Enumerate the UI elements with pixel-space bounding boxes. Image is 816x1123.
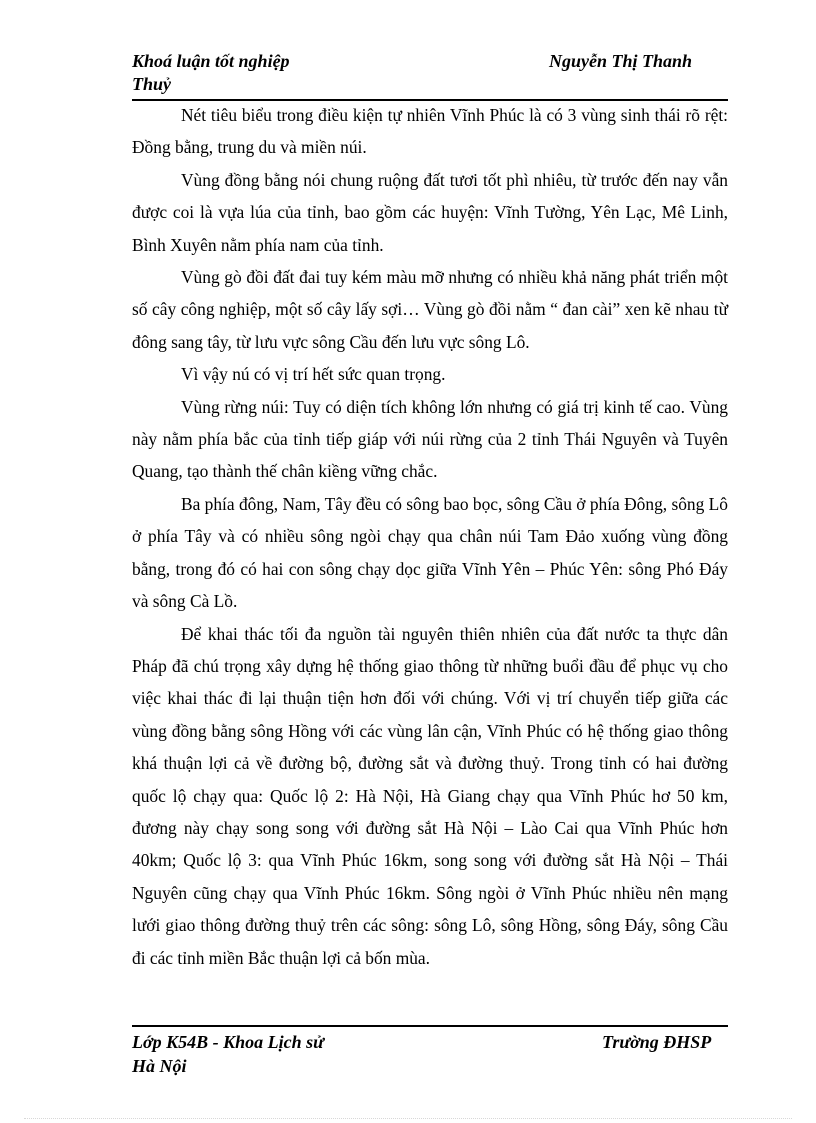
footer-class-name: Lớp K54B - Khoa Lịch sử	[132, 1032, 324, 1052]
footer-rule	[132, 1025, 728, 1027]
paragraph: Vì vậy nú có vị trí hết sức quan trọng.	[181, 364, 446, 385]
paragraph: Để khai thác tối đa nguồn tài nguyên thiên nhiên của đất nước ta thực dân Pháp đã chú trọng xây dựng hệ thống giao thông từ những buổi đầu để phục vụ cho việc khai thác đi lại thuận tiện hơn đối với chúng. Với vị trí chuyển tiếp giữa các vùng đồng bằng sông Hồng với các vùng lân cận, Vĩnh Phúc có hệ thống giao thông khá thuận lợi cả về đường bộ, đường sắt và đường thuỷ. Trong tỉnh có hai đường quốc lộ chạy qua: Quốc lộ 2: Hà Nội, Hà Giang chạy qua Vĩnh Phúc hơ 50 km, đương này chạy song song với đường sắt Hà Nội – Lào Cai qua Vĩnh Phúc hơn 40km; Quốc lộ 3: qua Vĩnh Phúc 16km, song song với đường sắt Hà Nội – Thái Nguyên cũng chạy qua Vĩnh Phúc 16km. Sông ngòi ở Vĩnh Phúc nhiều nên mạng lưới giao thông đường thuỷ trên các sông: sông Lô, sông Hồng, sông Đáy, sông Cầu đi các tỉnh miền Bắc thuận lợi cả bốn mùa.	[132, 623, 728, 968]
paragraph: Nét tiêu biểu trong điều kiện tự nhiên Vĩnh Phúc là có 3 vùng sinh thái rõ rệt: Đồng bằng, trung du và miền núi.	[132, 105, 728, 158]
paragraph: Vùng gò đồi đất đai tuy kém màu mỡ nhưng có nhiều khả năng phát triển một số cây công nghiệp, một số cây lấy sợi… Vùng gò đồi nằm “ đan cài” xen kẽ nhau từ đông sang tây, từ lưu vực sông Cầu đến lưu vực sông Lô.	[132, 267, 728, 352]
paragraph: Vùng đồng bằng nói chung ruộng đất tươi tốt phì nhiêu, từ trước đến nay vẫn được coi là vựa lúa của tỉnh, bao gồm các huyện: Vĩnh Tường, Yên Lạc, Mê Linh, Bình Xuyên nằm phía nam của tỉnh.	[132, 169, 728, 255]
document-body	[132, 99, 728, 974]
page-bottom-dotted-edge	[24, 1118, 792, 1119]
footer-university-name: Trường ĐHSP	[602, 1032, 712, 1052]
paragraph: Vùng rừng núi: Tuy có diện tích không lớn nhưng có giá trị kinh tế cao. Vùng này nằm phía bắc của tỉnh tiếp giáp với núi rừng của 2 tỉnh Thái Nguyên và Tuyên Quang, tạo thành thế chân kiềng vững chắc.	[132, 396, 728, 482]
header-left-title: Khoá luận tốt nghiệp	[132, 51, 290, 71]
header-left-title-continued: Thuỷ	[132, 74, 172, 94]
footer-class-name-continued: Hà Nội	[132, 1056, 187, 1076]
header-author-name: Nguyễn Thị Thanh	[549, 51, 693, 71]
paragraph: Ba phía đông, Nam, Tây đều có sông bao bọc, sông Cầu ở phía Đông, sông Lô ở phía Tây và có nhiều sông ngòi chạy qua chân núi Tam Đảo xuống vùng đồng bằng, trong đó có hai con sông chạy dọc giữa Vĩnh Yên – Phúc Yên: sông Phó Đáy và sông Cà Lồ.	[132, 493, 728, 612]
